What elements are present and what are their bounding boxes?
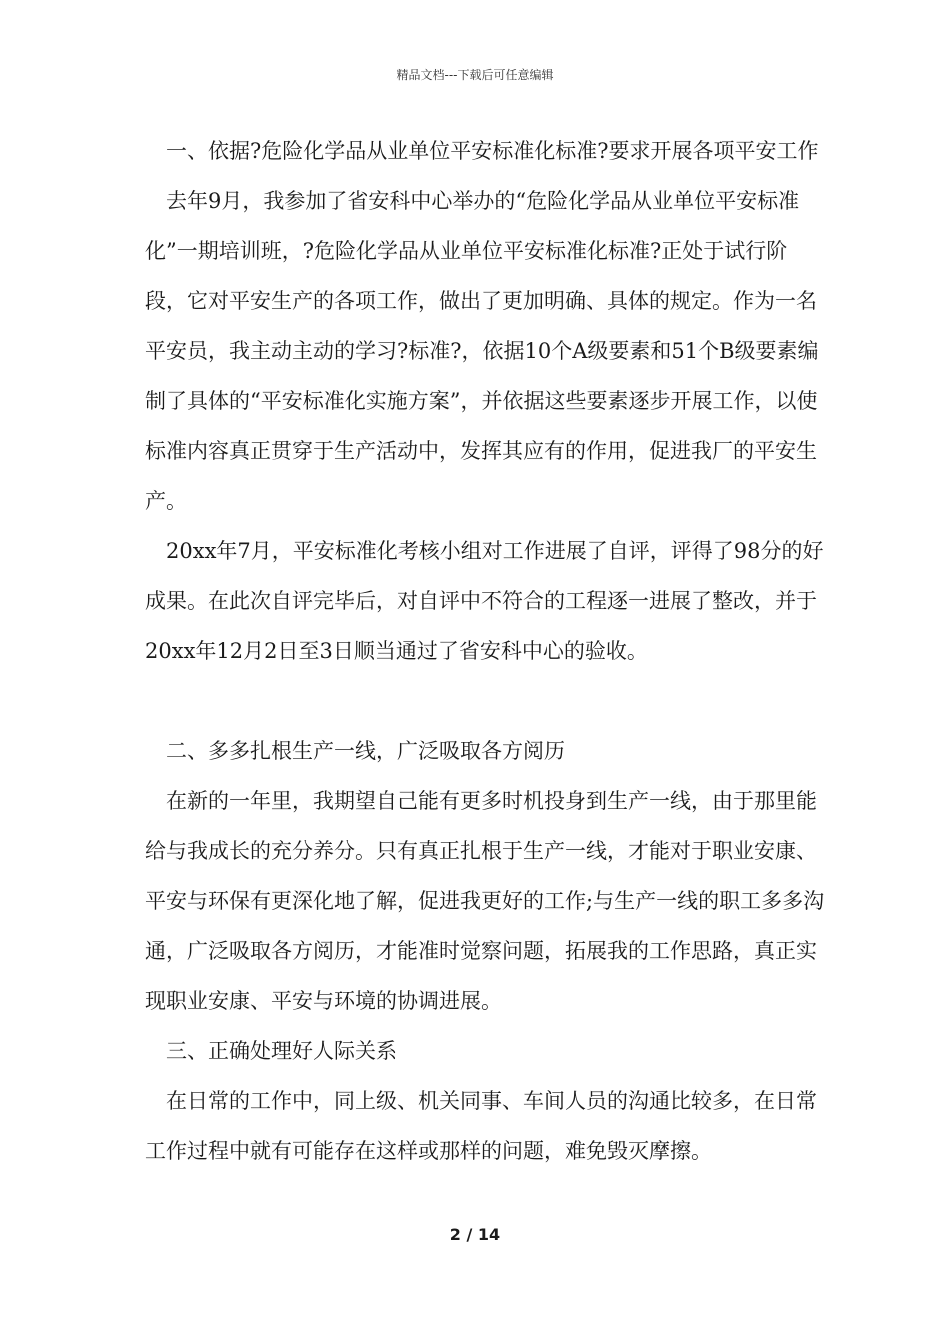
section-heading-1: 一、依据?危险化学品从业单位平安标准化标准?要求开展各项平安工作 bbox=[166, 139, 819, 163]
paragraph: 去年9月，我参加了省安科中心举办的“危险化学品从业单位平安标准化”一期培训班，?危险化学品从业单位平安标准化标准?正处于试行阶段，它对平安生产的各项工作，做出了更加明确、具体的规定。作为一名平安员，我主动主动的学习?标准?，依据10个A级要素和51个B级要素编制了具体的“平安标准化实施方案”，并依据这些要素逐步开展工作，以使标准内容真正贯穿于生产活动中，发挥其应有的作用，促进我厂的平安生产。 bbox=[145, 189, 819, 513]
paragraph: 在日常的工作中，同上级、机关同事、车间人员的沟通比较多，在日常工作过程中就有可能存在这样或那样的问题，难免毁灭摩擦。 bbox=[145, 1089, 817, 1163]
section-heading-2: 二、多多扎根生产一线，广泛吸取各方阅历 bbox=[166, 739, 565, 763]
page-header: 精品文档---下载后可任意编辑 bbox=[396, 68, 554, 82]
section-heading-3: 三、正确处理好人际关系 bbox=[166, 1039, 397, 1063]
paragraph: 在新的一年里，我期望自己能有更多时机投身到生产一线，由于那里能给与我成长的充分养分。只有真正扎根于生产一线，才能对于职业安康、平安与环保有更深化地了解，促进我更好的工作;与生产一线的职工多多沟通，广泛吸取各方阅历，才能准时觉察问题，拓展我的工作思路，真正实现职业安康、平安与环境的协调进展。 bbox=[145, 789, 825, 1013]
paragraph: 20xx年7月，平安标准化考核小组对工作进展了自评，评得了98分的好成果。在此次自评完毕后，对自评中不符合的工程逐一进展了整改，并于20xx年12月2日至3日顺当通过了省安科中心的验收。 bbox=[145, 539, 824, 663]
page-number: 2 / 14 bbox=[449, 1225, 501, 1244]
document-body bbox=[145, 126, 825, 1176]
blank-line bbox=[145, 676, 825, 726]
